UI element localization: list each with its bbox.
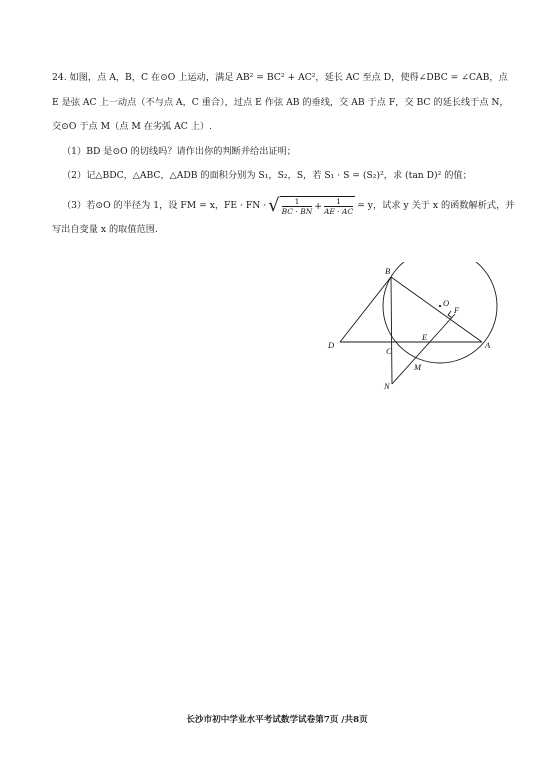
question-2: （2）记△BDC，△ABC，△ADB 的面积分别为 S₁，S₂，S，若 S₁ · S = (S₂)²，求 (tan D)² 的值； <box>62 170 472 181</box>
label-b: B <box>385 266 391 276</box>
segment-fn <box>392 314 455 384</box>
fraction-2-denominator: AE · AC <box>323 207 354 216</box>
question-3-prefix: （3）若⊙O 的半径为 1，设 FM = x，FE · FN · <box>62 200 267 211</box>
label-c: C <box>386 346 392 356</box>
fraction-1-denominator: BC · BN <box>281 207 313 216</box>
label-f: F <box>454 305 460 315</box>
label-n: N <box>384 381 390 391</box>
fraction-2-numerator: 1 <box>336 197 341 206</box>
page-footer: 长沙市初中学业水平考试数学试卷第7页 /共8页 <box>186 715 368 725</box>
fraction-1-numerator: 1 <box>294 197 300 206</box>
label-m: M <box>414 362 422 372</box>
question-3-line-2: 写出自变量 x 的取值范围. <box>52 224 158 235</box>
question-3-line-1 <box>62 196 515 216</box>
label-d: D <box>328 340 335 350</box>
sqrt-expression: √ $\frac{1}{BC \cdot BN}$ + $\frac{1}{AE \cdot AC}$ <box>268 195 354 216</box>
geometry-figure <box>325 262 515 394</box>
problem-line-2: E 是弦 AC 上一动点（不与点 A，C 重合），过点 E 作弦 AB 的垂线，交 AB 于点 F，交 BC 的延长线于点 N， <box>52 97 509 108</box>
problem-line-1: 24. 如图，点 A，B，C 在⊙O 上运动，满足 AB² = BC² + AC²，延长 AC 至点 D，使得∠DBC = ∠CAB，点 <box>52 72 508 83</box>
label-a: A <box>485 340 491 350</box>
question-1: （1）BD 是⊙O 的切线吗？请作出你的判断并给出证明； <box>62 146 296 157</box>
right-angle-mark <box>448 311 452 318</box>
radical-sign: √ <box>268 195 280 216</box>
center-point <box>439 305 441 307</box>
question-3-suffix: = y，试求 y 关于 x 的函数解析式，并 <box>357 200 515 211</box>
problem-line-3: 交⊙O 于点 M（点 M 在劣弧 AC 上）. <box>52 121 213 132</box>
segment-ba <box>391 277 482 342</box>
segment-bn <box>391 277 392 384</box>
label-e: E <box>422 332 428 342</box>
label-o: O <box>443 298 450 308</box>
